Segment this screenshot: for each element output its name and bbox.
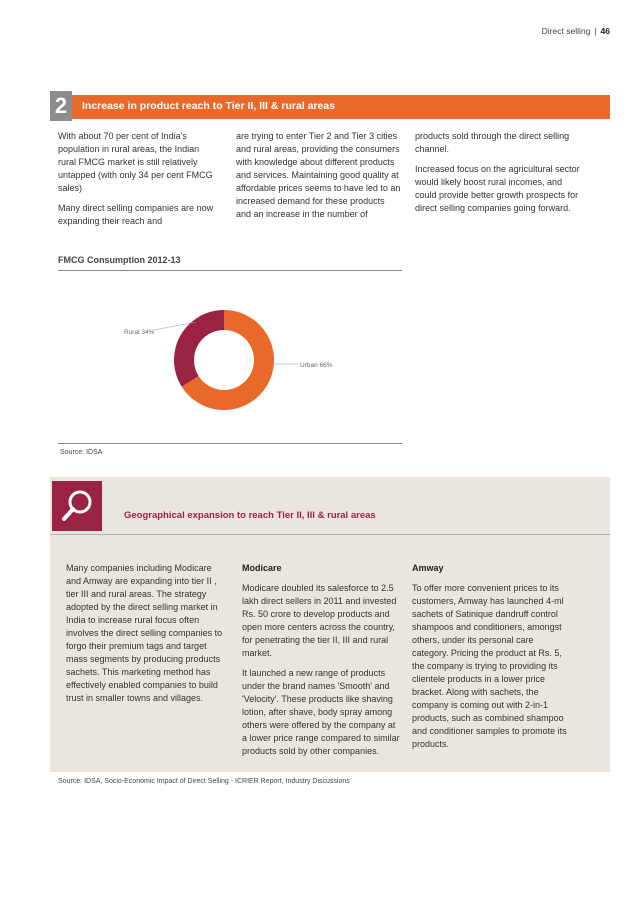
running-head [542, 26, 610, 36]
paragraph: To offer more convenient prices to its customers, Amway has launched 4-ml sachets of Satinique dandruff control shampoos and conditioners, amongst others, under its personal care category. Pricing the product at Rs. 5, the company is trying to providing its clientele products in a lower price bracket. Along with sachets, the company is coming out with 2-in-1 products, such as combined shampoo and conditioner samples to promote its products. [412, 583, 567, 749]
paragraph: Many direct selling companies are now expanding their reach and [58, 203, 214, 226]
section-number: 2 [50, 91, 72, 121]
rural-slice-label: Rural 34% [124, 329, 155, 336]
section-title: Increase in product reach to Tier II, III & rural areas [82, 100, 336, 112]
text-column-1 [58, 130, 218, 235]
text-column-3 [415, 130, 580, 222]
donut-chart [58, 280, 402, 430]
magnifier-icon [52, 481, 102, 531]
amway-heading: Amway [412, 563, 444, 573]
paragraph: Modicare doubled its salesforce to 2.5 lakh direct sellers in 2011 and invested Rs. 50 crore to develop products and open more centers across the country, for penetrating the tier II, III and rural market. [242, 583, 397, 658]
box-column-1 [66, 562, 226, 712]
running-head-separator: | [594, 26, 597, 36]
chart-source: Source: IDSA [60, 449, 103, 456]
chart-title: FMCG Consumption 2012-13 [58, 255, 181, 265]
footer-source: Source: IDSA, Socio-Economic Impact of Direct Selling - ICRIER Report, Industry Discussions [58, 778, 350, 785]
box-column-2 [242, 562, 402, 765]
chart-top-rule [58, 270, 402, 271]
paragraph: are trying to enter Tier 2 and Tier 3 cities and rural areas, providing the consumers with knowledge about different products and services. Maintaining good quality at affordable prices seems to have led to an increased demand for these products and an increase in the number of [236, 131, 401, 219]
paragraph: products sold through the direct selling channel. [415, 131, 570, 154]
text-column-2 [236, 130, 401, 228]
paragraph: Many companies including Modicare and Amway are expanding into tier II , tier III and rural areas. The strategy adopted by the direct selling market in India to increase rural focus often involves the direct selling companies to forgo their premium tags and target mass segments by producing products sachets. This marketing method has effectively enabled companies to build trust in smaller towns and villages. [66, 563, 223, 703]
page-number: 46 [600, 26, 610, 36]
running-head-section: Direct selling [541, 26, 591, 36]
urban-slice-label: Urban 66% [300, 362, 333, 369]
box-divider [50, 534, 610, 535]
donut-slice-rural [174, 310, 224, 387]
modicare-heading: Modicare [242, 563, 282, 573]
paragraph: With about 70 per cent of India's population in rural areas, the Indian rural FMCG market is still relatively untapped (with only 34 per cent FMCG sales) [58, 131, 213, 193]
box-title: Geographical expansion to reach Tier II, III & rural areas [124, 510, 376, 521]
chart-bottom-rule [58, 443, 402, 444]
paragraph: It launched a new range of products under the brand names 'Smooth' and 'Velocity'. These products like shaving lotion, after shave, body spray among others were offered by the company at a lower price range compared to similar products sold by other companies. [242, 668, 400, 756]
box-column-3 [412, 562, 572, 758]
paragraph: Increased focus on the agricultural sector would likely boost rural incomes, and could provide better growth prospects for direct selling companies going forward. [415, 164, 580, 213]
